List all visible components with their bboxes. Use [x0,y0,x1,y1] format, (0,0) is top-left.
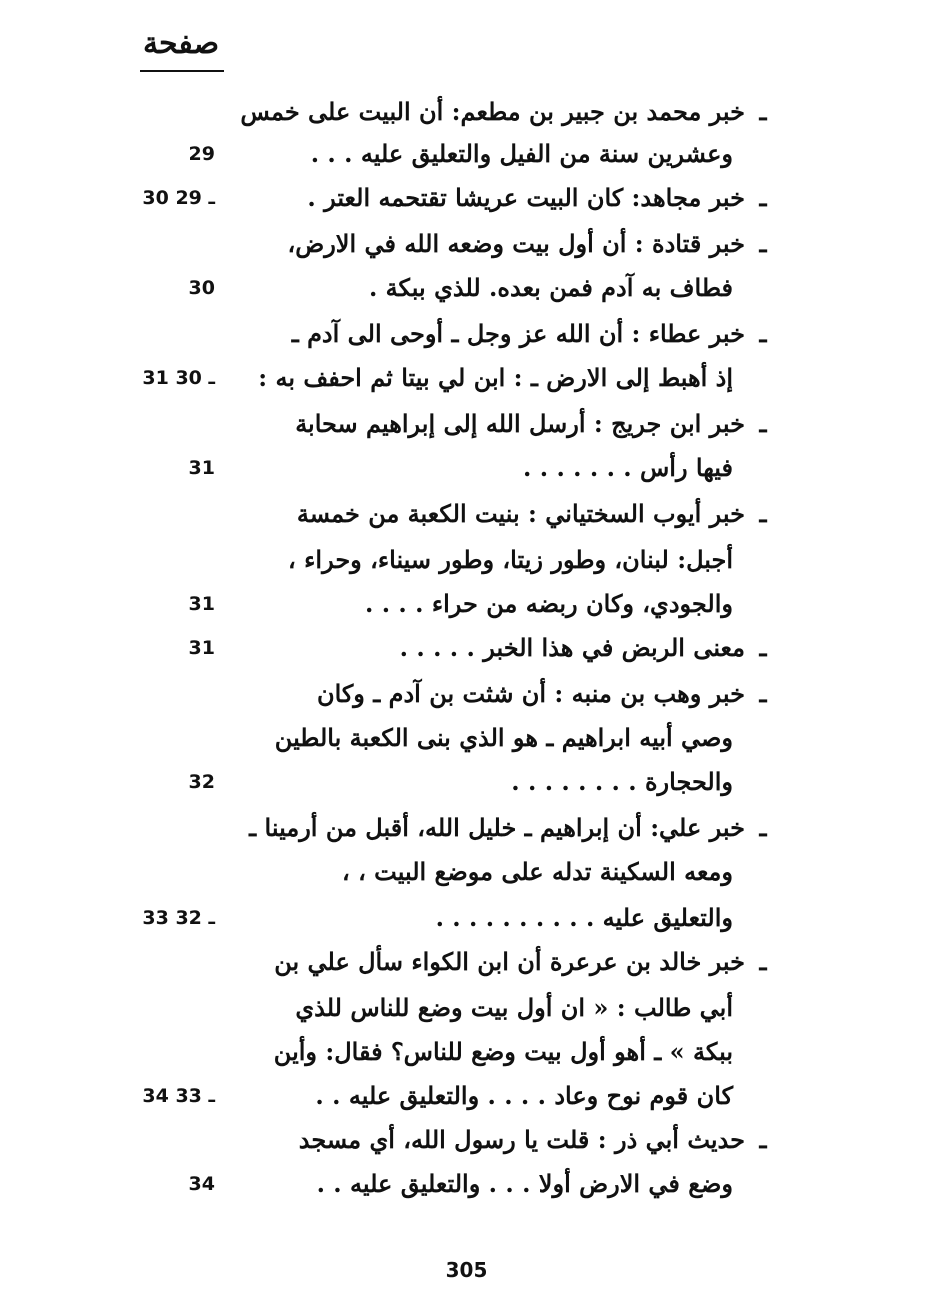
entry-dash: ـ [759,1125,767,1154]
index-line [0,446,933,490]
entry-dash: ـ [759,633,767,662]
entry-text: خبر ابن جريج : أرسل الله إلى إبراهيم سحابة [295,409,745,438]
index-line [0,538,933,582]
index-line [0,850,933,894]
index-line [0,492,933,536]
entry-text: خبر خالد بن عرعرة أن ابن الكواء سأل علي بن [274,947,745,976]
entry-text: خبر عطاء : أن الله عز وجل ـ أوحى الى آدم ـ [291,319,745,348]
index-line [0,1030,933,1074]
entry-text: وضع في الارض أولا . . . والتعليق عليه . . [316,1169,733,1198]
index-line [0,626,933,670]
entry-text: وعشرين سنة من الفيل والتعليق عليه . . . [310,139,733,168]
entry-dash: ـ [759,679,767,708]
entry-text: فطاف به آدم فمن بعده. للذي ببكة . [368,273,733,302]
page-reference: 31 [188,457,215,479]
entry-text: خبر وهب بن منبه : أن شثت بن آدم ـ وكان [316,679,745,708]
page-reference: 30 ـ 29 [142,187,215,209]
entry-dash: ـ [759,409,767,438]
index-line [0,132,933,176]
entry-text: خبر مجاهد: كان البيت عريشا تقتحمه العتر . [307,183,745,212]
page-reference: 29 [188,143,215,165]
index-line [0,356,933,400]
entry-dash: ـ [759,183,767,212]
entry-text: كان قوم نوح وعاد . . . . والتعليق عليه . . [315,1081,733,1110]
index-line [0,716,933,760]
page-reference: 31 [188,637,215,659]
index-line [0,896,933,940]
index-line [0,1162,933,1206]
page-header-title: صفحة [142,26,220,61]
entry-text: خبر أيوب السختياني : بنيت الكعبة من خمسة [296,499,745,528]
page-reference: 32 [188,771,215,793]
index-line [0,582,933,626]
entry-text: والتعليق عليه . . . . . . . . . . [435,903,733,932]
entry-text: حديث أبي ذر : قلت يا رسول الله، أي مسجد [298,1125,745,1154]
entry-text: والحجارة . . . . . . . . [511,767,733,796]
entry-text: خبر قتادة : أن أول بيت وضعه الله في الارض، [287,229,745,258]
index-line [0,940,933,984]
entry-dash: ـ [759,947,767,976]
index-line [0,266,933,310]
page-number: 305 [445,1258,488,1282]
entry-text: أجبل: لبنان، وطور زيتا، وطور سيناء، وحراء ، [288,545,733,574]
entry-text: معنى الربض في هذا الخبر . . . . . [399,633,745,662]
entry-dash: ـ [759,97,767,126]
index-line [0,312,933,356]
index-line [0,222,933,266]
index-line [0,672,933,716]
index-line [0,176,933,220]
entry-text: والجودي، وكان ربضه من حراء . . . . [364,589,733,618]
entry-text: خبر علي: أن إبراهيم ـ خليل الله، أقبل من أرمينا ـ [249,813,745,842]
page-reference: 34 ـ 33 [142,1085,215,1107]
entry-dash: ـ [759,319,767,348]
entry-text: إذ أهبط إلى الارض ـ : ابن لي بيتا ثم احفف به : [258,363,733,392]
entry-text: فيها رأس . . . . . . . [523,453,733,482]
index-line [0,1118,933,1162]
index-line [0,760,933,804]
index-line [0,806,933,850]
entry-text: أبي طالب : « ان أول بيت وضع للناس للذي [295,993,733,1022]
page-reference: 30 [188,277,215,299]
index-line [0,402,933,446]
page-reference: 34 [188,1173,215,1195]
header-underline [140,70,224,72]
entry-text: خبر محمد بن جبير بن مطعم: أن البيت على خمس [240,97,745,126]
page-reference: 33 ـ 32 [142,907,215,929]
entry-dash: ـ [759,813,767,842]
index-line [0,90,933,134]
entry-dash: ـ [759,499,767,528]
entry-text: وصي أبيه ابراهيم ـ هو الذي بنى الكعبة بالطين [274,723,733,752]
entry-text: ببكة » ـ أهو أول بيت وضع للناس؟ فقال: وأين [273,1037,733,1066]
entry-dash: ـ [759,229,767,258]
entry-text: ومعه السكينة تدله على موضع البيت ، ، [341,857,733,886]
page-reference: 31 ـ 30 [142,367,215,389]
index-line [0,1074,933,1118]
page-reference: 31 [188,593,215,615]
index-line [0,986,933,1030]
